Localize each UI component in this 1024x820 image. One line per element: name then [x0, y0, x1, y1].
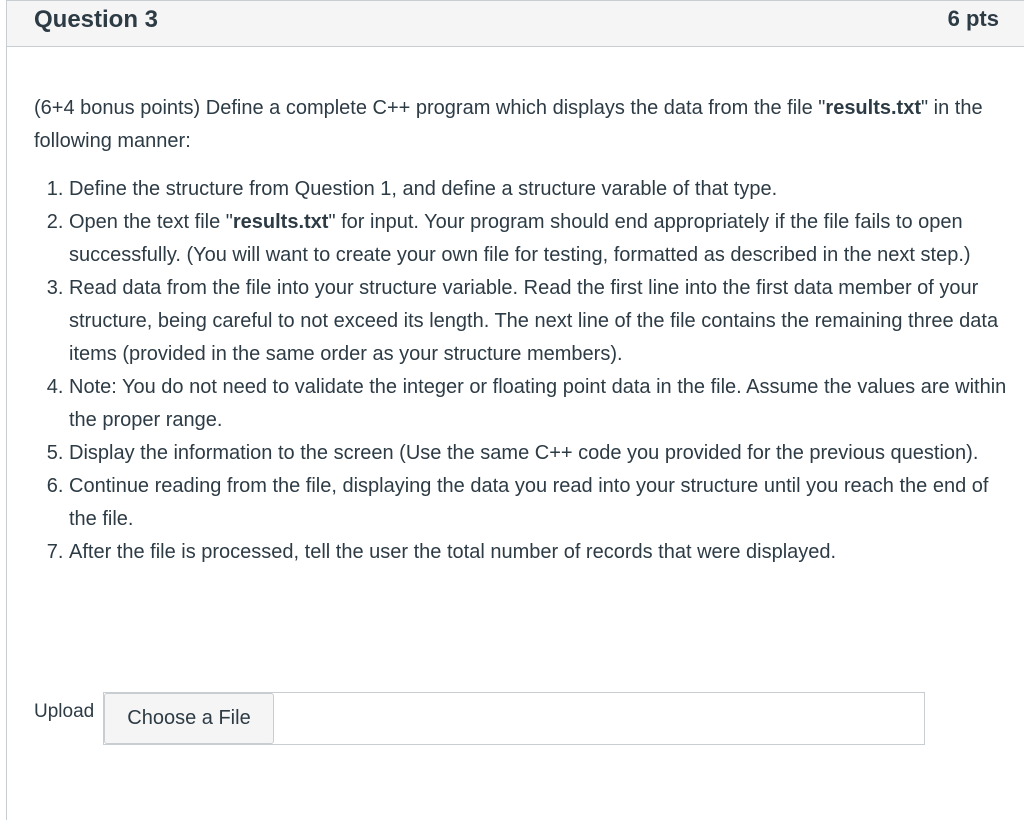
intro-filename: results.txt	[825, 97, 921, 119]
upload-label: Upload	[34, 701, 95, 722]
step-2	[69, 206, 1009, 272]
question-points: 6 pts	[947, 6, 999, 31]
question-intro	[34, 92, 1009, 158]
step-2-filename: results.txt	[232, 211, 329, 233]
step-2-prefix: Open the text file "	[69, 211, 233, 233]
intro-suffix: " in the following manner:	[34, 97, 983, 152]
step-3: 3. Read data from the file into your structure variable. Read the first line into the first data member of your structure, being careful to not exceed its length. The next line of the file contains the remaining three data items (provided in the same order as your structure members).	[69, 272, 1009, 371]
step-4: 4. Note: You do not need to validate the integer or floating point data in the file. Assume the values are within the proper range.	[69, 371, 1009, 437]
step-6: 6. Continue reading from the file, displaying the data you read into your structure until you reach the end of the file.	[69, 470, 1009, 536]
intro-prefix: (6+4 bonus points) Define a complete C++ program which displays the data from the file "	[34, 97, 826, 119]
step-5: 5. Display the information to the screen (Use the same C++ code you provided for the previous question).	[69, 437, 1009, 470]
question-title: Question 3	[34, 6, 159, 33]
steps-list	[34, 173, 1009, 569]
question-card	[6, 0, 1024, 820]
question-body	[34, 92, 1009, 569]
question-header	[7, 1, 1024, 47]
choose-file-button[interactable]: Choose a File	[104, 693, 274, 744]
upload-row	[34, 692, 934, 748]
file-upload-field[interactable]	[103, 692, 925, 745]
step-2-suffix: " for input. Your program should end appropriately if the file fails to open successfully. (You will want to create your own file for testing, formatted as described in the next step.)	[69, 211, 971, 266]
step-7: 7. After the file is processed, tell the user the total number of records that were displayed.	[69, 536, 1009, 569]
step-1: 1. Define the structure from Question 1, and define a structure varable of that type.	[69, 173, 1009, 206]
